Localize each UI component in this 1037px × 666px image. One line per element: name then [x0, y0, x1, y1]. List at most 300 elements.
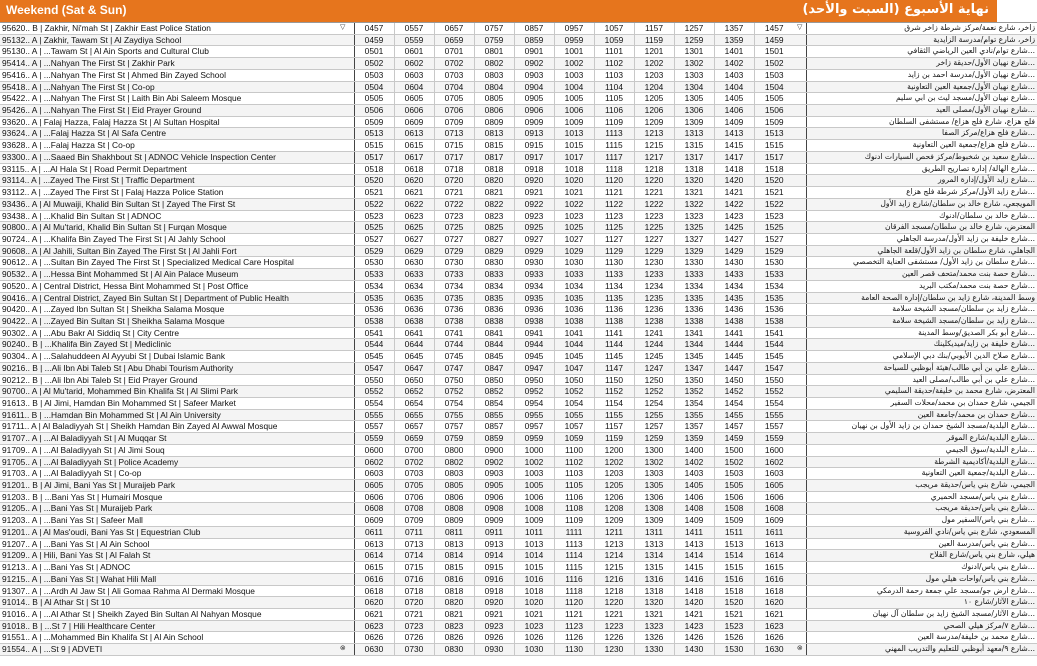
departure-time: 1503: [714, 468, 754, 480]
departure-time: 0535: [354, 292, 394, 304]
start-marker: [332, 81, 354, 93]
departure-time: 1011: [514, 526, 554, 538]
departure-time: 0617: [394, 151, 434, 163]
departure-time: 1230: [634, 257, 674, 269]
departure-time: 1002: [514, 456, 554, 468]
departure-time: 1323: [634, 620, 674, 632]
stop-name-en: 90700.. A | Al Mu'tarid, Mohammed Bin Khalifa St | Al Slimi Park: [0, 386, 332, 398]
departure-time: 0757: [434, 421, 474, 433]
departure-time: 1515: [754, 140, 794, 152]
departure-time: 0721: [394, 608, 434, 620]
departure-time: 0901: [514, 46, 554, 58]
stop-name-en: 91203.. B | ...Bani Yas St | Humairi Mosque: [0, 491, 332, 503]
departure-time: 0933: [514, 269, 554, 281]
departure-time: 1518: [754, 163, 794, 175]
start-marker: [332, 433, 354, 445]
departure-time: 1502: [754, 58, 794, 70]
departure-time: 1509: [754, 116, 794, 128]
departure-time: 1301: [674, 46, 714, 58]
departure-time: 1015: [514, 562, 554, 574]
stop-name-ar: زاخر، شارع نعمة/مركز شرطة زاخر شرق: [806, 23, 1037, 35]
departure-time: 1130: [554, 644, 594, 656]
departure-time: 1257: [674, 23, 714, 35]
departure-time: 0618: [354, 585, 394, 597]
departure-time: 1313: [634, 538, 674, 550]
header-title-en: Weekend (Sat & Sun): [6, 3, 127, 17]
departure-time: 1459: [754, 34, 794, 46]
departure-time: 1400: [674, 444, 714, 456]
departure-time: 1315: [674, 140, 714, 152]
departure-time: 0655: [394, 409, 434, 421]
departure-time: 1111: [554, 526, 594, 538]
departure-time: 1314: [634, 550, 674, 562]
departure-time: 0534: [354, 280, 394, 292]
table-row: [0, 526, 1037, 538]
departure-time: 0908: [474, 503, 514, 515]
departure-time: 1602: [754, 456, 794, 468]
departure-time: 0521: [354, 187, 394, 199]
departure-time: 0709: [394, 515, 434, 527]
departure-time: 1227: [634, 233, 674, 245]
start-marker: [332, 210, 354, 222]
departure-time: 0800: [434, 444, 474, 456]
departure-time: 1500: [714, 444, 754, 456]
departure-time: 0735: [434, 292, 474, 304]
table-row: [0, 480, 1037, 492]
stop-name-en: 91703.. A | ...Al Baladiyyah St | Co-op: [0, 468, 332, 480]
departure-time: 0615: [354, 562, 394, 574]
departure-time: 1350: [674, 374, 714, 386]
departure-time: 1145: [594, 351, 634, 363]
table-row: [0, 585, 1037, 597]
table-row: [0, 58, 1037, 70]
departure-time: 0745: [434, 351, 474, 363]
departure-time: 1338: [674, 315, 714, 327]
departure-time: 1003: [514, 468, 554, 480]
start-marker: [332, 632, 354, 644]
departure-time: 1127: [594, 233, 634, 245]
departure-time: 0708: [394, 503, 434, 515]
departure-time: 1214: [594, 550, 634, 562]
departure-time: 1238: [634, 315, 674, 327]
stop-name-en: 95422.. A | ...Nahyan The First St | Laith Bin Abi Saleem Mosque: [0, 93, 332, 105]
departure-time: 1017: [554, 151, 594, 163]
departure-time: 1235: [634, 292, 674, 304]
stop-name-en: 90302.. A | ...Abu Bakr Al Siddiq St | City Centre: [0, 327, 332, 339]
departure-time: 1513: [714, 538, 754, 550]
table-row: [0, 573, 1037, 585]
departure-time: 0918: [514, 163, 554, 175]
departure-time: 1502: [714, 456, 754, 468]
departure-time: 1308: [634, 503, 674, 515]
departure-time: 1404: [714, 81, 754, 93]
departure-time: 0609: [354, 515, 394, 527]
departure-time: 1103: [554, 468, 594, 480]
departure-time: 0545: [354, 351, 394, 363]
departure-time: 1403: [714, 69, 754, 81]
departure-time: 1130: [594, 257, 634, 269]
departure-time: 1509: [714, 515, 754, 527]
departure-time: 0544: [354, 339, 394, 351]
end-marker: [794, 292, 806, 304]
departure-time: 1554: [754, 398, 794, 410]
start-marker: [332, 46, 354, 58]
end-marker: [794, 608, 806, 620]
departure-time: 0806: [474, 105, 514, 117]
departure-time: 1025: [554, 222, 594, 234]
departure-time: 1306: [674, 105, 714, 117]
departure-time: 0602: [394, 58, 434, 70]
departure-time: 0606: [394, 105, 434, 117]
departure-time: 0750: [434, 374, 474, 386]
departure-time: 0641: [394, 327, 434, 339]
departure-time: 1144: [594, 339, 634, 351]
departure-time: 1529: [754, 245, 794, 257]
start-marker: [332, 562, 354, 574]
stop-name-en: 93628.. A | ...Falaj Hazza St | Co-op: [0, 140, 332, 152]
departure-time: 1352: [674, 386, 714, 398]
stop-name-en: 93300.. A | ...Saaed Bin Shakhbout St | ADNOC Vehicle Inspection Center: [0, 151, 332, 163]
departure-time: 1020: [554, 175, 594, 187]
departure-time: 0720: [434, 175, 474, 187]
departure-time: 1402: [714, 58, 754, 70]
departure-time: 0934: [514, 280, 554, 292]
departure-time: 1052: [554, 386, 594, 398]
departure-time: 1234: [634, 280, 674, 292]
departure-time: 0713: [394, 538, 434, 550]
departure-time: 0815: [434, 562, 474, 574]
departure-time: 0902: [474, 456, 514, 468]
departure-time: 1557: [754, 421, 794, 433]
departure-time: 1517: [754, 151, 794, 163]
stop-name-ar: ...شارع خليفة بن زايد الأول/مدرسة الجاهلي: [806, 233, 1037, 245]
departure-time: 0715: [434, 140, 474, 152]
start-marker: [332, 292, 354, 304]
departure-time: 0634: [394, 280, 434, 292]
departure-time: 1530: [714, 644, 754, 656]
departure-time: 0701: [434, 46, 474, 58]
table-row: [0, 550, 1037, 562]
start-marker: [332, 269, 354, 281]
departure-time: 1450: [714, 374, 754, 386]
departure-time: 0833: [474, 269, 514, 281]
departure-time: 1104: [594, 81, 634, 93]
departure-time: 0557: [394, 23, 434, 35]
end-marker: [794, 526, 806, 538]
departure-time: 0827: [474, 233, 514, 245]
stop-name-ar: المويجعي، شارع خالد بن سلطان/شارع زايد الأول: [806, 198, 1037, 210]
departure-time: 0829: [474, 245, 514, 257]
end-marker: [794, 280, 806, 292]
departure-time: 1522: [754, 198, 794, 210]
departure-time: 0847: [474, 362, 514, 374]
stop-name-en: 93436.. A | Al Muwaiji, Khalid Bin Sultan St | Zayed The First St: [0, 198, 332, 210]
departure-time: 0930: [514, 257, 554, 269]
departure-time: 0904: [514, 81, 554, 93]
departure-time: 0459: [354, 34, 394, 46]
table-row: [0, 409, 1037, 421]
departure-time: 0513: [354, 128, 394, 140]
departure-time: 1005: [514, 480, 554, 492]
table-row: [0, 222, 1037, 234]
departure-time: 0554: [354, 398, 394, 410]
departure-time: 0844: [474, 339, 514, 351]
departure-time: 0935: [514, 292, 554, 304]
start-marker: [332, 526, 354, 538]
departure-time: 0920: [514, 175, 554, 187]
departure-time: 1005: [554, 93, 594, 105]
table-row: [0, 233, 1037, 245]
departure-time: 1209: [634, 116, 674, 128]
departure-time: 1015: [554, 140, 594, 152]
departure-time: 0818: [434, 585, 474, 597]
departure-time: 0929: [514, 245, 554, 257]
stop-name-ar: ...شارع توام/نادي العين الرياضي الثقافي: [806, 46, 1037, 58]
departure-time: 1334: [674, 280, 714, 292]
departure-time: 1218: [594, 585, 634, 597]
stop-name-en: 95416.. A | ...Nahyan The First St | Ahmed Bin Zayed School: [0, 69, 332, 81]
stop-name-ar: ...شارع حصة بنت محمد/متحف قصر العين: [806, 269, 1037, 281]
departure-time: 0809: [474, 116, 514, 128]
departure-time: 1101: [594, 46, 634, 58]
departure-time: 0713: [434, 128, 474, 140]
departure-time: 0718: [394, 585, 434, 597]
departure-time: 0823: [474, 210, 514, 222]
stop-name-ar: ...شارع محمد بن خليفة/مدرسة العين: [806, 632, 1037, 644]
departure-time: 1213: [634, 128, 674, 140]
stop-name-en: 91201.. B | Al Jimi, Bani Yas St | Muraijeb Park: [0, 480, 332, 492]
stop-name-ar: ...شارع البلدية/أكاديمية الشرطة: [806, 456, 1037, 468]
stop-name-ar: ...شارع البلدية/جمعية العين التعاونية: [806, 468, 1037, 480]
departure-time: 0525: [354, 222, 394, 234]
departure-time: 0954: [514, 398, 554, 410]
table-row: [0, 503, 1037, 515]
departure-time: 1121: [554, 608, 594, 620]
departure-time: 1406: [674, 491, 714, 503]
stop-name-ar: هيلي، شارع بني ياس/شارع الفلاح: [806, 550, 1037, 562]
table-row: [0, 444, 1037, 456]
departure-time: 0813: [474, 128, 514, 140]
end-marker: [794, 573, 806, 585]
departure-time: 0752: [434, 386, 474, 398]
departure-time: 1433: [714, 269, 754, 281]
departure-time: 0730: [434, 257, 474, 269]
departure-time: 0541: [354, 327, 394, 339]
table-row: [0, 315, 1037, 327]
end-marker: [794, 140, 806, 152]
departure-time: 0518: [354, 163, 394, 175]
departure-time: 1202: [594, 456, 634, 468]
departure-time: 0841: [474, 327, 514, 339]
stop-name-ar: ...شارع البلدية/شارع الموقر: [806, 433, 1037, 445]
departure-time: 1347: [674, 362, 714, 374]
departure-time: 1447: [714, 362, 754, 374]
departure-time: 1006: [554, 105, 594, 117]
departure-time: 1006: [514, 491, 554, 503]
departure-time: 1022: [554, 198, 594, 210]
departure-time: 0808: [434, 503, 474, 515]
departure-time: 1023: [514, 620, 554, 632]
stop-name-ar: ...شارع الهالة/ إدارة تصاريح الطريق: [806, 163, 1037, 175]
departure-time: 1438: [714, 315, 754, 327]
departure-time: 1315: [634, 562, 674, 574]
departure-time: 1550: [754, 374, 794, 386]
departure-time: 1045: [554, 351, 594, 363]
departure-time: 0627: [394, 233, 434, 245]
departure-time: 0930: [474, 644, 514, 656]
departure-time: 0741: [434, 327, 474, 339]
departure-time: 0922: [514, 198, 554, 210]
departure-time: 1106: [594, 105, 634, 117]
end-marker: [794, 116, 806, 128]
departure-time: 1123: [554, 620, 594, 632]
departure-time: 1303: [674, 69, 714, 81]
departure-time: 1311: [634, 526, 674, 538]
departure-time: 1133: [594, 269, 634, 281]
departure-time: 1105: [554, 480, 594, 492]
stop-name-en: 90800.. A | Al Mu'tarid, Khalid Bin Sultan St | Furqan Mosque: [0, 222, 332, 234]
departure-time: 0611: [354, 526, 394, 538]
stop-name-ar: ...شارع ٩/معهد أبوظبي للتعليم والتدريب المهني: [806, 644, 1037, 656]
departure-time: 1023: [554, 210, 594, 222]
departure-time: 0609: [394, 116, 434, 128]
departure-time: 1018: [514, 585, 554, 597]
departure-time: 1336: [674, 304, 714, 316]
departure-time: 0623: [354, 620, 394, 632]
departure-time: 1503: [754, 69, 794, 81]
departure-time: 0517: [354, 151, 394, 163]
start-marker: [332, 503, 354, 515]
start-marker: [332, 585, 354, 597]
departure-time: 0714: [394, 550, 434, 562]
departure-time: 1226: [594, 632, 634, 644]
start-marker: [332, 58, 354, 70]
departure-time: 1254: [634, 398, 674, 410]
departure-time: 1606: [754, 491, 794, 503]
departure-time: 1109: [594, 116, 634, 128]
end-marker: [794, 456, 806, 468]
start-marker: [332, 362, 354, 374]
departure-time: 1115: [594, 140, 634, 152]
departure-time: 0941: [514, 327, 554, 339]
departure-time: 0716: [394, 573, 434, 585]
departure-time: 1526: [714, 632, 754, 644]
departure-time: 1523: [714, 620, 754, 632]
departure-time: 0515: [354, 140, 394, 152]
departure-time: 1323: [674, 210, 714, 222]
departure-time: 1141: [594, 327, 634, 339]
end-marker: [794, 386, 806, 398]
stop-name-en: 93438.. A | ...Khalid Bin Sultan St | ADNOC: [0, 210, 332, 222]
table-row: [0, 398, 1037, 410]
start-marker: [332, 34, 354, 46]
departure-time: 1405: [674, 480, 714, 492]
departure-time: 0547: [354, 362, 394, 374]
stop-name-ar: ...شارع بني ياس/واحات هيلي مول: [806, 573, 1037, 585]
departure-time: 1322: [674, 198, 714, 210]
departure-time: 1208: [594, 503, 634, 515]
stop-name-ar: فلج هزاع، شارع فلج هزاع/ مستشفى السلطان: [806, 116, 1037, 128]
departure-time: 1259: [674, 34, 714, 46]
departure-time: 1147: [594, 362, 634, 374]
departure-time: 1030: [514, 644, 554, 656]
departure-time: 1409: [714, 116, 754, 128]
departure-time: 0822: [474, 198, 514, 210]
stop-name-ar: الجاهلي، شارع سلطان بن زايد الأول/قلعة الجاهلي: [806, 245, 1037, 257]
end-marker: [794, 163, 806, 175]
departure-time: 1425: [714, 222, 754, 234]
departure-time: 0602: [354, 456, 394, 468]
departure-time: 1123: [594, 210, 634, 222]
departure-time: 1418: [714, 163, 754, 175]
departure-time: 1630: [754, 644, 794, 656]
departure-time: 0915: [474, 562, 514, 574]
departure-time: 1422: [714, 198, 754, 210]
departure-time: 0703: [394, 468, 434, 480]
start-marker: [332, 175, 354, 187]
start-marker: [332, 93, 354, 105]
start-marker: [332, 198, 354, 210]
departure-time: 0721: [434, 187, 474, 199]
start-marker: [332, 245, 354, 257]
start-marker: [332, 620, 354, 632]
departure-time: 1059: [554, 433, 594, 445]
departure-time: 1626: [754, 632, 794, 644]
stop-name-ar: ...شارع الآثار/مسجد الشيخ زايد بن سلطان آل نهيان: [806, 608, 1037, 620]
departure-time: 1303: [634, 468, 674, 480]
departure-time: 0705: [434, 93, 474, 105]
departure-time: 1118: [554, 585, 594, 597]
departure-time: 1200: [594, 444, 634, 456]
departure-time: 1250: [634, 374, 674, 386]
start-marker: [332, 444, 354, 456]
departure-time: 1205: [594, 480, 634, 492]
departure-time: 0622: [394, 198, 434, 210]
stop-name-ar: ...شارع ارض جو/مسجد علي جمعة رحمة الدرمكي: [806, 585, 1037, 597]
departure-time: 0925: [514, 222, 554, 234]
departure-time: 0605: [354, 480, 394, 492]
departure-time: 0702: [434, 58, 474, 70]
stop-name-en: 90612.. A | ...Sultan Bin Zayed The First St | Specialized Medical Care Hospital: [0, 257, 332, 269]
stop-name-en: 90608.. A | Al Jahili, Sultan Bin Zayed The First St | Al Jahli Fort: [0, 245, 332, 257]
departure-time: 0527: [354, 233, 394, 245]
departure-time: 0738: [434, 315, 474, 327]
table-row: [0, 187, 1037, 199]
departure-time: 1115: [554, 562, 594, 574]
end-marker: [794, 81, 806, 93]
start-marker: [332, 315, 354, 327]
departure-time: 1441: [714, 327, 754, 339]
departure-time: 1036: [554, 304, 594, 316]
departure-time: 0630: [394, 257, 434, 269]
stop-name-ar: ...شارع نهيان الأول/مصلى العيد: [806, 105, 1037, 117]
departure-time: 1614: [754, 550, 794, 562]
departure-time: 1026: [514, 632, 554, 644]
departure-time: 1136: [594, 304, 634, 316]
stop-name-en: 91611.. B | ...Hamdan Bin Mohammed St | Al Ain University: [0, 409, 332, 421]
start-marker: ⊗: [332, 644, 354, 656]
departure-time: 1413: [674, 538, 714, 550]
departure-time: 1116: [554, 573, 594, 585]
departure-time: 1230: [594, 644, 634, 656]
table-row: [0, 515, 1037, 527]
departure-time: 1327: [674, 233, 714, 245]
departure-time: 1215: [594, 562, 634, 574]
departure-time: 1547: [754, 362, 794, 374]
table-row: [0, 620, 1037, 632]
departure-time: 1518: [714, 585, 754, 597]
stop-name-ar: ...شارع بني ياس/مدرسة العين: [806, 538, 1037, 550]
